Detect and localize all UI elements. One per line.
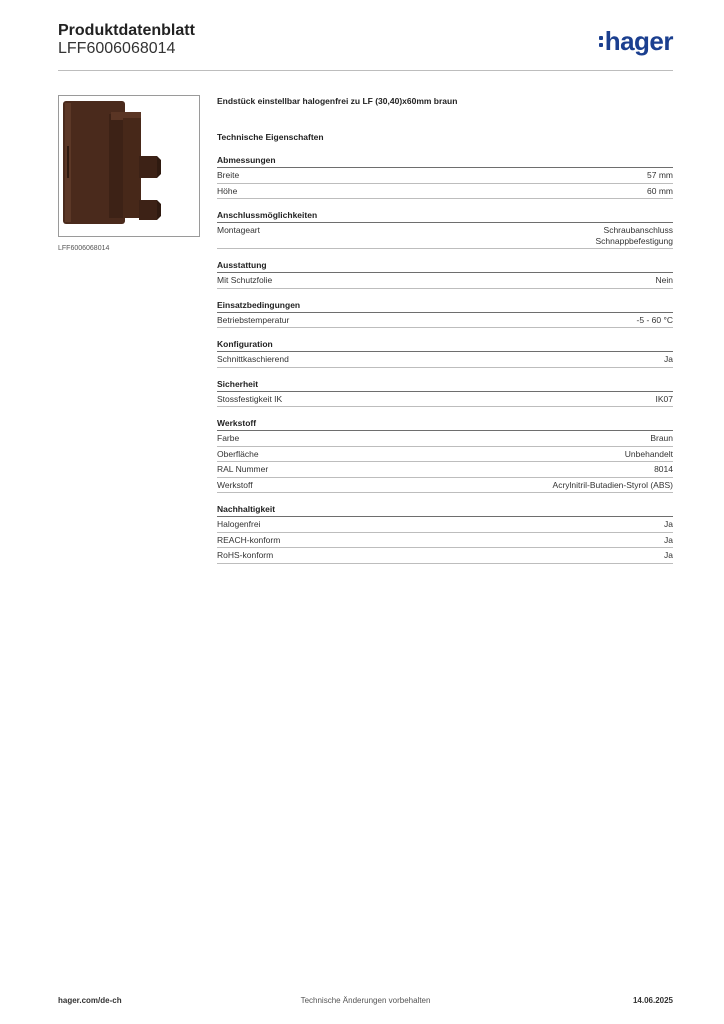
spec-value-line: Acrylnitril-Butadien-Styrol (ABS) [552,479,673,490]
spec-value [656,275,673,286]
spec-label: RoHS-konform [217,550,274,560]
spec-value [664,519,673,530]
spec-value-line: Braun [650,433,673,443]
spec-row [217,184,673,200]
spec-value-line: Ja [664,519,673,529]
spec-value-line: IK07 [655,393,673,404]
spec-row [217,223,673,249]
product-image [58,95,200,237]
spec-value-line: Ja [664,550,673,560]
spec-value-line: 57 mm [647,170,673,180]
spec-value-line: 8014 [654,464,673,474]
spec-value [664,535,673,546]
spec-label: Werkstoff [217,479,253,490]
spec-label: Farbe [217,433,240,443]
footer-date: 14.06.2025 [632,996,673,1005]
spec-row [217,533,673,549]
spec-section [217,504,673,564]
spec-label: Breite [217,170,240,180]
product-name: Endstück einstellbar halogenfrei zu LF (30,40)x60mm braun [217,96,458,106]
spec-value [553,480,673,491]
spec-label: Oberfläche [217,448,259,459]
spec-section [217,379,673,408]
document-title: Produktdatenblatt [58,22,195,39]
section-title: Anschlussmöglichkeiten [217,210,673,223]
spec-row [217,517,673,533]
spec-label: Stossfestigkeit IK [217,393,283,404]
logo-dots-icon [599,36,603,47]
section-title: Einsatzbedingungen [217,300,673,313]
footer-website-link[interactable]: hager.com/de-ch [58,996,122,1005]
spec-value-line: Ja [664,354,673,364]
spec-section [217,210,673,249]
spec-value-line: 60 mm [647,185,673,196]
section-title: Abmessungen [217,155,673,168]
spec-value [656,394,674,405]
page-header [58,22,673,71]
section-title: Ausstattung [217,260,673,273]
spec-row [217,462,673,478]
spec-section [217,339,673,368]
spec-section [217,260,673,289]
spec-sections [217,155,673,564]
spec-value [647,170,673,181]
section-title: Konfiguration [217,339,673,352]
spec-row [217,273,673,289]
footer-notice: Technische Änderungen vorbehalten [300,996,431,1005]
spec-label: Montageart [217,225,260,235]
spec-value [637,315,673,326]
spec-section [217,155,673,199]
spec-label: Betriebstemperatur [217,314,290,325]
logo-text: hager [604,26,673,56]
product-code: LFF6006068014 [58,40,176,57]
spec-value [625,449,673,460]
spec-value-line: Unbehandelt [624,448,673,459]
spec-content [217,96,673,575]
tech-heading: Technische Eigenschaften [217,132,324,142]
spec-label: Schnittkaschierend [217,354,289,364]
spec-label: REACH-konform [217,534,281,545]
spec-row [217,352,673,368]
hager-logo [599,26,673,57]
spec-value-line: Schraubanschluss [603,225,673,235]
spec-row [217,447,673,463]
spec-label: Halogenfrei [217,519,261,529]
spec-value [595,225,673,246]
spec-label: RAL Nummer [217,464,269,474]
spec-row [217,431,673,447]
spec-value-line: Ja [664,534,673,545]
spec-section [217,418,673,493]
spec-label: Mit Schutzfolie [217,275,273,285]
spec-row [217,548,673,564]
spec-value [650,433,673,444]
spec-value [664,550,673,561]
spec-row [217,478,673,494]
section-title: Nachhaltigkeit [217,504,673,517]
spec-value [647,186,673,197]
spec-value-line: Schnappbefestigung [595,235,673,246]
spec-row [217,168,673,184]
spec-row [217,313,673,329]
section-title: Sicherheit [217,379,673,392]
spec-value [654,464,673,475]
spec-row [217,392,673,408]
spec-value [664,354,673,365]
section-title: Werkstoff [217,418,673,431]
spec-label: Höhe [217,185,238,196]
spec-section [217,300,673,329]
end-cap-illustration [59,96,199,236]
spec-value-line: -5 - 60 °C [636,314,673,325]
spec-value-line: Nein [655,275,673,285]
image-caption: LFF6006068014 [58,245,110,252]
